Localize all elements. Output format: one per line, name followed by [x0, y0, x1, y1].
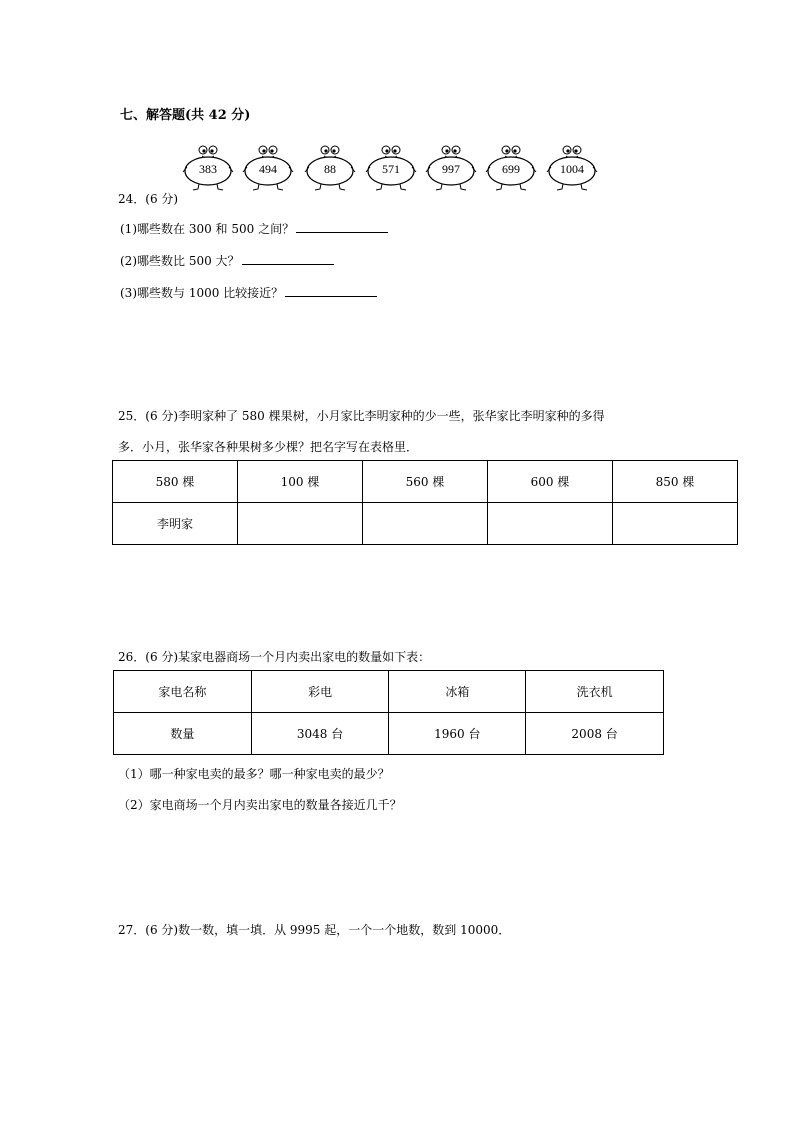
- section-title: 七、解答题(共 42 分): [120, 108, 251, 123]
- table-cell: 李明家: [113, 503, 238, 545]
- q24-sub3: [120, 284, 377, 301]
- q25-line1: 25．(6 分)李明家种了 580 棵果树，小月家比李明家种的少一些，张华家比李明家种的多得: [118, 409, 605, 423]
- creature-number: 1004: [560, 162, 584, 176]
- table-row: [113, 503, 738, 545]
- answer-cell[interactable]: [488, 503, 613, 545]
- q26-sub2: （2）家电商场一个月内卖出家电的数量各接近几千？: [118, 798, 402, 812]
- table-header-cell: 家电名称: [114, 671, 252, 713]
- table-row: [114, 713, 664, 755]
- answer-blank[interactable]: [242, 254, 334, 265]
- table-cell: 数量: [114, 713, 252, 755]
- creature-number: 88: [324, 162, 336, 176]
- table-row: [114, 671, 664, 713]
- q24-sub2-text: (2)哪些数比 500 大？: [120, 254, 240, 268]
- q24-sub1-text: (1)哪些数在 300 和 500 之间？: [120, 222, 295, 236]
- q27-line1: 27．(6 分)数一数，填一填．从 9995 起，一个一个地数，数到 10000．: [118, 923, 511, 937]
- table-cell: 600 棵: [488, 461, 613, 503]
- table-row: [113, 461, 738, 503]
- table-cell: 580 棵: [113, 461, 238, 503]
- number-creature: [365, 142, 417, 192]
- number-creatures: [182, 142, 622, 192]
- creature-number: 997: [442, 162, 460, 176]
- table-header-cell: 彩电: [251, 671, 389, 713]
- q26-line1: 26．(6 分)某家电器商场一个月内卖出家电的数量如下表：: [118, 650, 431, 664]
- answer-cell[interactable]: [363, 503, 488, 545]
- answer-blank[interactable]: [285, 286, 377, 297]
- number-creature: [304, 142, 356, 192]
- q24-sub1: [120, 220, 388, 237]
- q26-table: [113, 670, 664, 755]
- answer-blank[interactable]: [296, 222, 388, 233]
- table-cell: 100 棵: [238, 461, 363, 503]
- creature-number: 571: [382, 162, 400, 176]
- creature-number: 494: [259, 162, 277, 176]
- creature-number: 699: [502, 162, 520, 176]
- q24-title: 24．(6 分): [118, 192, 179, 206]
- number-creature: [242, 142, 294, 192]
- table-cell: 3048 台: [251, 713, 389, 755]
- table-cell: 850 棵: [613, 461, 738, 503]
- q24-sub2: [120, 252, 334, 269]
- q24-sub3-text: (3)哪些数与 1000 比较接近？: [120, 286, 284, 300]
- q25-table: [112, 460, 738, 545]
- number-creature: [182, 142, 234, 192]
- creature-number: 383: [199, 162, 217, 176]
- number-creature: [425, 142, 477, 192]
- table-cell: 560 棵: [363, 461, 488, 503]
- answer-cell[interactable]: [613, 503, 738, 545]
- table-cell: 1960 台: [389, 713, 526, 755]
- answer-cell[interactable]: [238, 503, 363, 545]
- number-creature: [546, 142, 598, 192]
- number-creature: [485, 142, 537, 192]
- q25-line2: 多．小月，张华家各种果树多少棵？把名字写在表格里．: [118, 440, 419, 454]
- table-cell: 2008 台: [526, 713, 664, 755]
- table-header-cell: 洗衣机: [526, 671, 664, 713]
- q26-sub1: （1）哪一种家电卖的最多？哪一种家电卖的最少？: [118, 767, 390, 781]
- table-header-cell: 冰箱: [389, 671, 526, 713]
